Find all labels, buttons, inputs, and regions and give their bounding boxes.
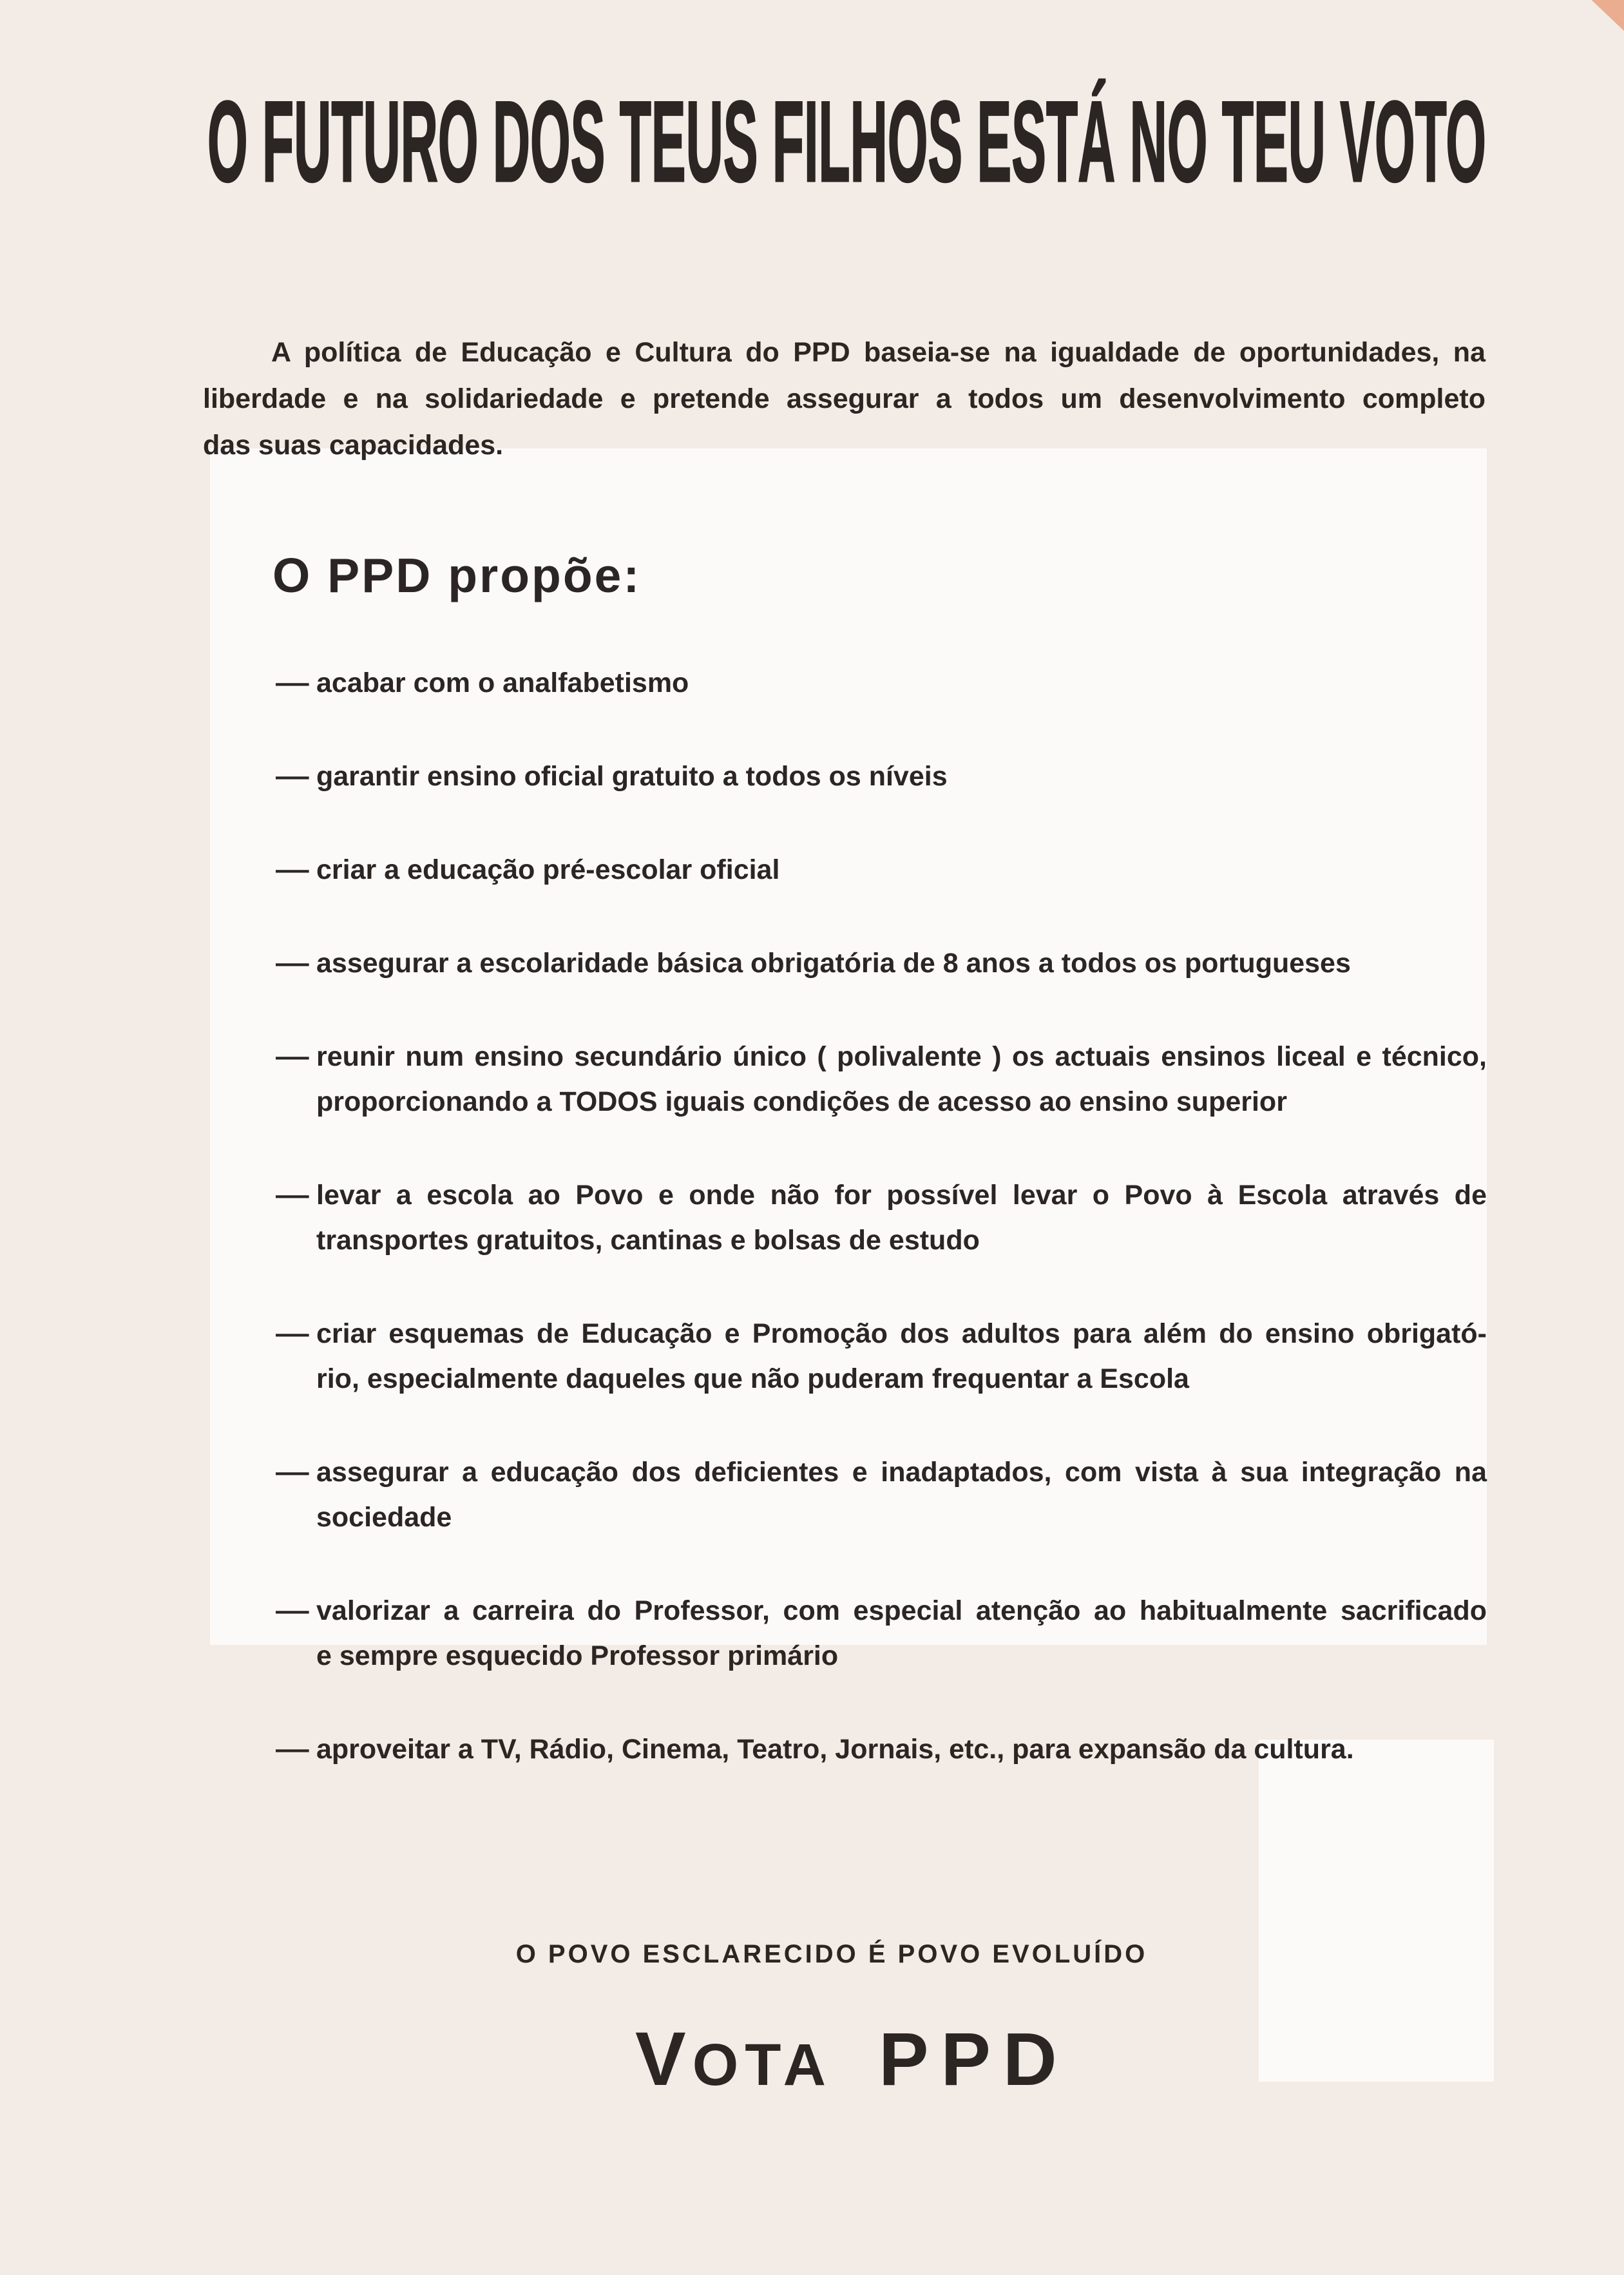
proposal-item bbox=[276, 941, 1487, 986]
proposal-line-text: reunir num ensino secundário único ( polivalente ) os actuais ensinos liceal e técnico, bbox=[316, 1041, 1487, 1072]
proposal-item bbox=[276, 1034, 1487, 1124]
proposal-text bbox=[316, 847, 1487, 892]
proposal-item bbox=[276, 1450, 1487, 1540]
proposal-line-text: transportes gratuitos, cantinas e bolsas de estudo bbox=[316, 1225, 980, 1256]
vote-word: VOTA bbox=[635, 2017, 833, 2102]
dash-glyph: — bbox=[276, 854, 309, 885]
proposal-line-text: aproveitar a TV, Rádio, Cinema, Teatro, Jornais, etc., para expansão da cultura. bbox=[316, 1734, 1354, 1765]
proposal-item bbox=[276, 754, 1487, 799]
proposal-line-text: garantir ensino oficial gratuito a todos os níveis bbox=[316, 761, 948, 792]
dash-glyph: — bbox=[276, 948, 309, 979]
proposal-line-text: rio, especialmente daqueles que não puderam frequentar a Escola bbox=[316, 1363, 1189, 1394]
proposal-text bbox=[316, 1311, 1487, 1401]
proposal-line bbox=[316, 1727, 1487, 1772]
proposal-line-text: acabar com o analfabetismo bbox=[316, 667, 689, 698]
dash-glyph: — bbox=[276, 1041, 309, 1072]
proposal-line bbox=[316, 1034, 1487, 1079]
proposal-bullet bbox=[276, 1727, 316, 1772]
proposal-text bbox=[316, 1450, 1487, 1540]
proposal-line-text: valorizar a carreira do Professor, com especial atenção ao habitualmente sacrificado bbox=[316, 1595, 1487, 1626]
intro-line bbox=[203, 422, 1485, 468]
party-name: PPD bbox=[879, 2017, 1069, 2101]
proposal-bullet bbox=[276, 941, 316, 986]
intro-line bbox=[203, 329, 1485, 376]
dash-glyph: — bbox=[276, 761, 309, 792]
proposal-text bbox=[316, 941, 1487, 986]
proposals-heading: O PPD propõe: bbox=[272, 548, 642, 602]
dash-glyph: — bbox=[276, 1318, 309, 1349]
proposal-line-text: criar a educação pré-escolar oficial bbox=[316, 854, 780, 885]
slogan: O POVO ESCLARECIDO É POVO EVOLUÍDO bbox=[515, 1940, 1148, 1968]
intro-line-text: liberdade e na solidariedade e pretende assegurar a todos um desenvolvimento completo bbox=[203, 383, 1485, 414]
proposal-bullet bbox=[276, 754, 316, 799]
proposal-line-text: e sempre esquecido Professor primário bbox=[316, 1640, 839, 1671]
proposal-line bbox=[316, 847, 1487, 892]
proposal-line-text: criar esquemas de Educação e Promoção dos adultos para além do ensino obrigató- bbox=[316, 1318, 1487, 1349]
vote-call bbox=[635, 2017, 1069, 2101]
intro-line-text: das suas capacidades. bbox=[203, 430, 504, 461]
proposal-line bbox=[316, 754, 1487, 799]
proposal-bullet bbox=[276, 1173, 316, 1218]
proposal-line bbox=[316, 1450, 1487, 1495]
proposal-line bbox=[316, 1079, 1487, 1124]
proposal-text bbox=[316, 1727, 1487, 1772]
proposal-bullet bbox=[276, 1034, 316, 1079]
proposal-bullet bbox=[276, 1588, 316, 1633]
proposal-item bbox=[276, 1588, 1487, 1678]
dash-glyph: — bbox=[276, 667, 309, 698]
proposal-line-text: proporcionando a TODOS iguais condições de acesso ao ensino superior bbox=[316, 1086, 1287, 1117]
proposal-text bbox=[316, 754, 1487, 799]
proposal-text bbox=[316, 1034, 1487, 1124]
proposal-bullet bbox=[276, 1311, 316, 1356]
dash-glyph: — bbox=[276, 1457, 309, 1488]
dash-glyph: — bbox=[276, 1180, 309, 1211]
proposal-text bbox=[316, 660, 1487, 706]
proposal-line bbox=[316, 1218, 1487, 1263]
proposal-item bbox=[276, 1173, 1487, 1263]
proposal-item bbox=[276, 1311, 1487, 1401]
proposal-item bbox=[276, 847, 1487, 892]
proposals-list bbox=[276, 660, 1487, 1820]
proposal-line-text: assegurar a educação dos deficientes e inadaptados, com vista à sua integração na bbox=[316, 1457, 1487, 1488]
intro-line bbox=[203, 376, 1485, 422]
proposal-line bbox=[316, 1173, 1487, 1218]
dash-glyph: — bbox=[276, 1595, 309, 1626]
leaflet-title: O FUTURO DOS TEUS FILHOS ESTÁ NO TEU VOTO bbox=[207, 77, 1486, 206]
proposal-line bbox=[316, 941, 1487, 986]
proposal-text bbox=[316, 1588, 1487, 1678]
proposal-bullet bbox=[276, 1450, 316, 1495]
leaflet-title-graphic bbox=[0, 0, 1624, 213]
proposal-line bbox=[316, 1311, 1487, 1356]
proposal-item bbox=[276, 1727, 1487, 1772]
proposal-line bbox=[316, 1495, 1487, 1540]
proposal-line-text: levar a escola ao Povo e onde não for possível levar o Povo à Escola através de bbox=[316, 1180, 1487, 1211]
dash-glyph: — bbox=[276, 1734, 309, 1765]
proposal-line bbox=[316, 1356, 1487, 1401]
proposal-line-text: sociedade bbox=[316, 1502, 452, 1533]
proposal-line-text: assegurar a escolaridade básica obrigatória de 8 anos a todos os portugueses bbox=[316, 948, 1351, 979]
proposal-bullet bbox=[276, 660, 316, 706]
proposal-bullet bbox=[276, 847, 316, 892]
intro-line-text: A política de Educação e Cultura do PPD baseia-se na igualdade de oportunidades, na bbox=[271, 337, 1485, 368]
proposal-text bbox=[316, 1173, 1487, 1263]
proposal-line bbox=[316, 1588, 1487, 1633]
proposal-item bbox=[276, 660, 1487, 706]
intro-paragraph bbox=[203, 329, 1485, 468]
proposal-line bbox=[316, 660, 1487, 706]
proposal-line bbox=[316, 1633, 1487, 1678]
